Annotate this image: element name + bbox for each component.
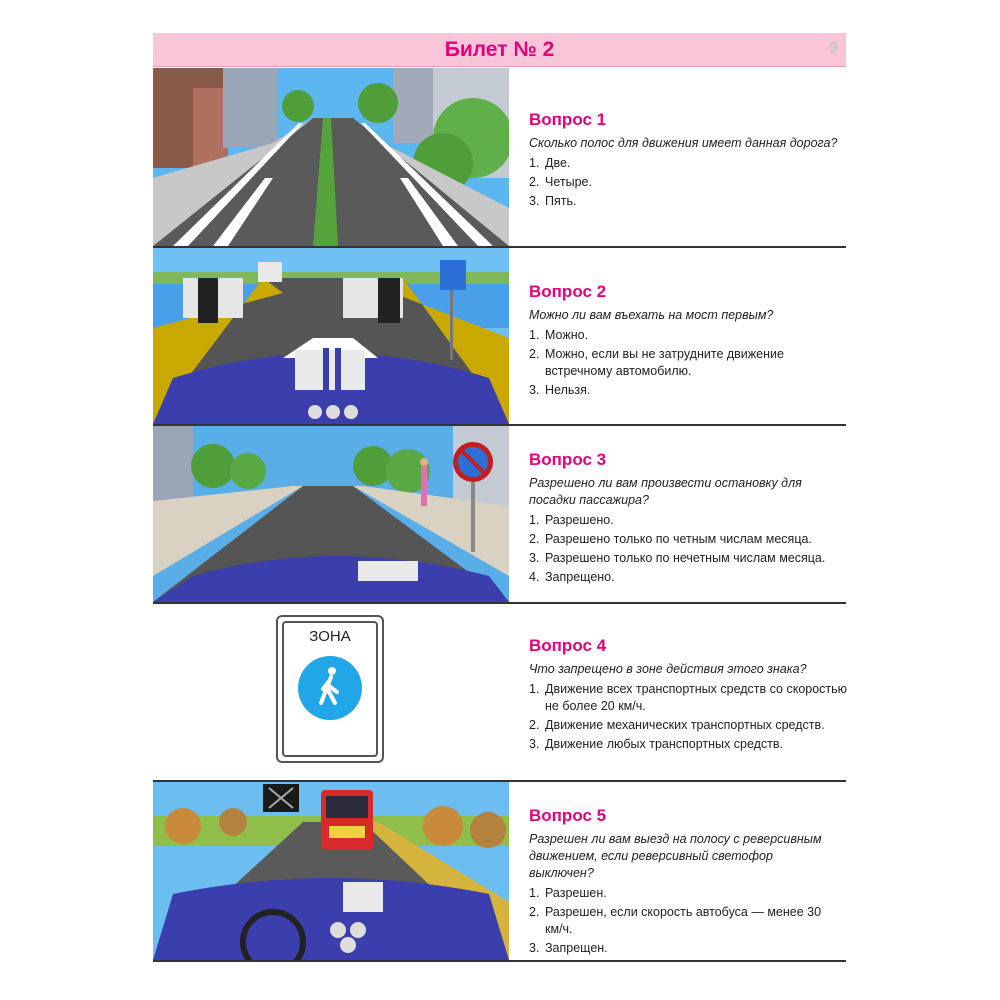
question-2-text: Можно ли вам въехать на мост первым? — [529, 308, 774, 322]
answer-number: 3. — [529, 737, 540, 751]
answer-number: 1. — [529, 328, 540, 342]
answer-text: Движение механических транспортных средств. — [545, 718, 825, 732]
answer-number: 2. — [529, 532, 540, 546]
question-1-title: Вопрос 1 — [529, 110, 607, 129]
answer-item[interactable] — [529, 193, 840, 210]
answer-item[interactable] — [529, 940, 840, 957]
question-4 — [529, 636, 848, 755]
answer-text: Движение всех транспортных средств со скоростью не более 20 км/ч. — [545, 682, 848, 713]
answer-text: Можно, если вы не затрудните движение встречному автомобилю. — [545, 347, 784, 378]
answer-number: 1. — [529, 682, 540, 696]
answer-item[interactable] — [529, 327, 840, 344]
answer-text: Разрешен. — [545, 886, 607, 900]
answer-item[interactable] — [529, 155, 840, 172]
question-3-title: Вопрос 3 — [529, 450, 607, 469]
answer-item[interactable] — [529, 512, 840, 529]
answer-number: 2. — [529, 905, 540, 919]
question-3 — [529, 450, 840, 588]
zone-sign-text: ЗОНА — [309, 628, 351, 645]
question-5-title: Вопрос 5 — [529, 806, 607, 825]
question-4-title: Вопрос 4 — [529, 636, 607, 655]
answer-item[interactable] — [529, 681, 850, 715]
answer-text: Движение любых транспортных средств. — [545, 737, 784, 751]
question-row-3 — [153, 426, 846, 604]
question-1 — [529, 110, 840, 212]
question-5-image — [153, 782, 509, 960]
question-3-image — [153, 426, 509, 602]
answer-text: Четыре. — [545, 175, 592, 189]
question-4-text: Что запрещено в зоне действия этого знака? — [529, 662, 807, 676]
answer-item[interactable] — [529, 346, 825, 380]
ticket-title: Билет № 2 — [444, 38, 555, 61]
answer-item[interactable] — [529, 904, 835, 938]
answer-text: Запрещен. — [545, 941, 608, 955]
question-4-image — [153, 604, 509, 780]
answer-text: Разрешено только по четным числам месяца. — [545, 532, 812, 546]
question-row-1 — [153, 68, 846, 248]
question-row-2 — [153, 248, 846, 426]
answer-text: Разрешен, если скорость автобуса — менее 30 км/ч. — [545, 905, 822, 936]
answer-item[interactable] — [529, 717, 840, 734]
question-5-answers — [529, 885, 840, 957]
answer-item[interactable] — [529, 174, 840, 191]
question-3-text: Разрешено ли вам произвести остановку для посадки пассажира? — [529, 476, 802, 507]
answer-number: 3. — [529, 941, 540, 955]
answer-text: Можно. — [545, 328, 589, 342]
question-row-4 — [153, 604, 846, 782]
answer-item[interactable] — [529, 531, 840, 548]
answer-text: Нельзя. — [545, 383, 591, 397]
answer-number: 1. — [529, 886, 540, 900]
answer-number: 2. — [529, 347, 540, 361]
question-1-image — [153, 68, 509, 246]
answer-number: 4. — [529, 570, 540, 584]
answer-text: Запрещено. — [545, 570, 615, 584]
question-2 — [529, 282, 840, 401]
question-5 — [529, 806, 840, 959]
answer-number: 2. — [529, 718, 540, 732]
answer-text: Две. — [545, 156, 571, 170]
page-number: 9 — [829, 40, 838, 57]
answer-number: 1. — [529, 156, 540, 170]
answer-text: Разрешено. — [545, 513, 614, 527]
answer-text: Разрешено только по нечетным числам месяца. — [545, 551, 826, 565]
question-1-answers — [529, 155, 840, 210]
answer-item[interactable] — [529, 736, 840, 753]
question-2-image — [153, 248, 509, 424]
question-3-answers — [529, 512, 840, 586]
question-2-title: Вопрос 2 — [529, 282, 607, 301]
question-5-text: Разрешен ли вам выезд на полосу с реверсивным движением, если реверсивный светофор выключен? — [529, 832, 822, 880]
question-4-answers — [529, 681, 848, 753]
answer-number: 3. — [529, 551, 540, 565]
answer-text: Пять. — [545, 194, 577, 208]
ticket-header — [153, 33, 846, 67]
answer-item[interactable] — [529, 569, 840, 586]
answer-number: 3. — [529, 383, 540, 397]
question-row-5 — [153, 782, 846, 962]
answer-item[interactable] — [529, 885, 840, 902]
answer-number: 1. — [529, 513, 540, 527]
answer-number: 3. — [529, 194, 540, 208]
answer-item[interactable] — [529, 382, 840, 399]
question-2-answers — [529, 327, 840, 399]
answer-number: 2. — [529, 175, 540, 189]
answer-item[interactable] — [529, 550, 840, 567]
question-1-text: Сколько полос для движения имеет данная дорога? — [529, 136, 838, 150]
